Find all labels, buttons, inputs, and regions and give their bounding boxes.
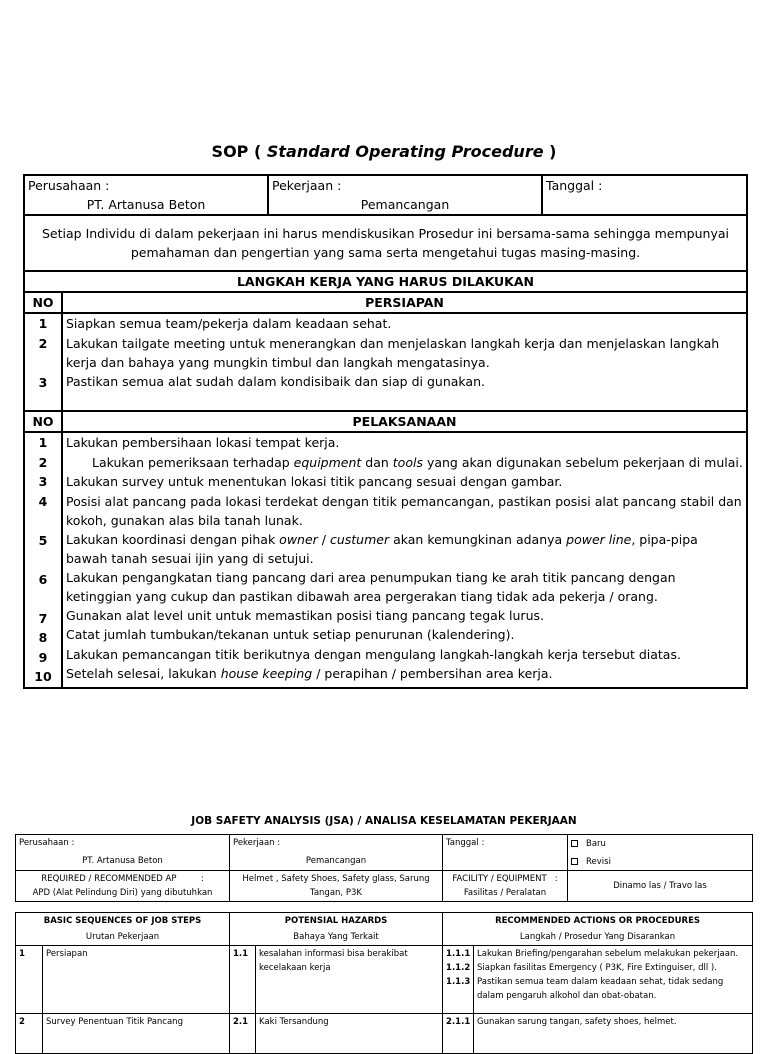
company-value: PT. Artanusa Beton <box>24 195 268 215</box>
jsa-job-value: Pemancangan <box>230 853 443 871</box>
exec-step-2: Lakukan pemeriksaan terhadap equipment dan tools yang akan digunakan sebelum pekerjaan di mulai. <box>92 454 743 470</box>
no-header: NO <box>24 292 62 313</box>
prep-header: PERSIAPAN <box>62 292 747 313</box>
step-name: Persiapan <box>43 946 230 1014</box>
exec-step-3: Lakukan survey untuk menentukan lokasi titik pancang sesuai dengan gambar. <box>66 474 563 489</box>
prep-step-1: Siapkan semua team/pekerja dalam keadaan sehat. <box>66 316 392 331</box>
jsa-status-options <box>568 835 753 871</box>
job-value: Pemancangan <box>268 195 542 215</box>
table-row: 2 Survey Penentuan Titik Pancang 2.1 Kaki Tersandung 2.1.1 Gunakan sarung tangan, safety shoes, helmet. <box>16 1014 753 1054</box>
checkbox-icon <box>571 858 578 865</box>
option-revision[interactable]: Revisi <box>571 855 749 869</box>
date-label: Tanggal : <box>542 175 747 195</box>
exec-step-8: Catat jumlah tumbukan/tekanan untuk setiap penurunan (kalendering). <box>66 627 515 642</box>
sop-intro: Setiap Individu di dalam pekerjaan ini harus mendiskusikan Prosedur ini bersama-sama sehingga mempunyai pemahaman dan pengertian yang sama serta mengetahui tugas masing-masing. <box>24 215 747 271</box>
company-label: Perusahaan : <box>24 175 268 195</box>
jsa-title: JOB SAFETY ANALYSIS (JSA) / ANALISA KESELAMATAN PEKERJAAN <box>191 815 577 827</box>
exec-header: PELAKSANAAN <box>62 411 747 432</box>
date-value <box>542 195 747 215</box>
exec-steps <box>62 432 747 688</box>
jsa-company-label: Perusahaan : <box>16 835 230 853</box>
action-text: Lakukan Briefing/pengarahan sebelum melakukan pekerjaan. Siapkan fasilitas Emergency ( P3K, Fire Extinguiser, dll ). Pastikan semua team dalam keadaan sehat, tidak sedang dalam pengaruh alkohol dan obat-obatan. <box>474 946 753 1014</box>
prep-step-3: Pastikan semua alat sudah dalam kondisibaik dan siap di gunakan. <box>66 373 485 389</box>
checkbox-icon <box>571 840 578 847</box>
col-hazards-sub: Bahaya Yang Terkait <box>230 929 443 946</box>
job-label: Pekerjaan : <box>268 175 542 195</box>
prep-step-2: Lakukan tailgate meeting untuk menerangkan dan menjelaskan langkah kerja dan menjelaskan langkah kerja dan bahaya yang mungkin timbul dan langkah mengatasinya. <box>66 335 720 370</box>
col-actions-sub: Langkah / Prosedur Yang Disarankan <box>443 929 753 946</box>
exec-step-6: Lakukan pengangkatan tiang pancang dari area penumpukan tiang ke arah titik pancang dengan ketinggian yang cukup dan pastikan dibawah area pergerakan tiang tidak ada pekerja / orang. <box>66 569 676 604</box>
exec-step-5: Lakukan koordinasi dengan pihak owner / custumer akan kemungkinan adanya power line, pipa-pipa bawah tanah sesuai ijin yang di setujui. <box>66 531 698 566</box>
prep-steps <box>62 313 747 411</box>
ppe-label: REQUIRED / RECOMMENDED AP : APD (Alat Pelindung Diri) yang dibutuhkan <box>16 871 230 902</box>
no-header-2: NO <box>24 411 62 432</box>
facility-label: FACILITY / EQUIPMENT : Fasilitas / Peralatan <box>443 871 568 902</box>
col-steps-sub: Urutan Pekerjaan <box>16 929 230 946</box>
exec-step-4: Posisi alat pancang pada lokasi terdekat dengan titik pemancangan, pastikan posisi alat pancang stabil dan kokoh, gunakan alas bila tanah lunak. <box>66 493 742 528</box>
col-hazards-head: POTENSIAL HAZARDS <box>230 913 443 930</box>
jsa-company-value: PT. Artanusa Beton <box>16 853 230 871</box>
jsa-date-value <box>443 853 568 871</box>
jsa-date-label: Tanggal : <box>443 835 568 853</box>
option-new[interactable]: Baru <box>571 837 749 851</box>
hazard-text: kesalahan informasi bisa berakibat kecelakaan kerja <box>256 946 443 1014</box>
hazard-text: Kaki Tersandung <box>256 1014 443 1054</box>
col-actions-head: RECOMMENDED ACTIONS OR PROCEDURES <box>443 913 753 930</box>
prep-numbers: 1 2 3 <box>24 313 62 411</box>
action-text: Gunakan sarung tangan, safety shoes, helmet. <box>474 1014 753 1054</box>
jsa-job-label: Pekerjaan : <box>230 835 443 853</box>
table-row: 1 Persiapan 1.1 kesalahan informasi bisa berakibat kecelakaan kerja 1.1.1 1.1.2 1.1.3 Lakukan Briefing/pengarahan sebelum melakukan pekerjaan. Siapkan fasilitas Emergency ( P3K, Fire Extinguiser, dll ). Pastikan semua team dalam keadaan sehat, tidak sedang dalam pengaruh alkohol dan obat-obatan. <box>16 946 753 1014</box>
exec-step-7: Gunakan alat level unit untuk memastikan posisi tiang pancang tegak lurus. <box>66 607 544 623</box>
step-name: Survey Penentuan Titik Pancang <box>43 1014 230 1054</box>
exec-step-9: Lakukan pemancangan titik berikutnya dengan mengulang langkah-langkah kerja tersebut diatas. <box>66 646 681 662</box>
jsa-steps-table <box>15 912 753 1054</box>
steps-header: LANGKAH KERJA YANG HARUS DILAKUKAN <box>24 271 747 292</box>
sop-title: SOP ( Standard Operating Procedure ) <box>211 142 557 161</box>
sop-table <box>23 174 748 689</box>
exec-numbers: 1 2 3 4 5 6 7 8 9 10 <box>24 432 62 688</box>
exec-step-1: Lakukan pembersihaan lokasi tempat kerja. <box>66 435 340 450</box>
col-steps-head: BASIC SEQUENCES OF JOB STEPS <box>16 913 230 930</box>
jsa-header-table <box>15 834 753 902</box>
exec-step-10: Setelah selesai, lakukan house keeping / perapihan / pembersihan area kerja. <box>66 666 553 681</box>
ppe-value: Helmet , Safety Shoes, Safety glass, Sarung Tangan, P3K <box>230 871 443 902</box>
facility-value: Dinamo las / Travo las <box>568 871 753 902</box>
